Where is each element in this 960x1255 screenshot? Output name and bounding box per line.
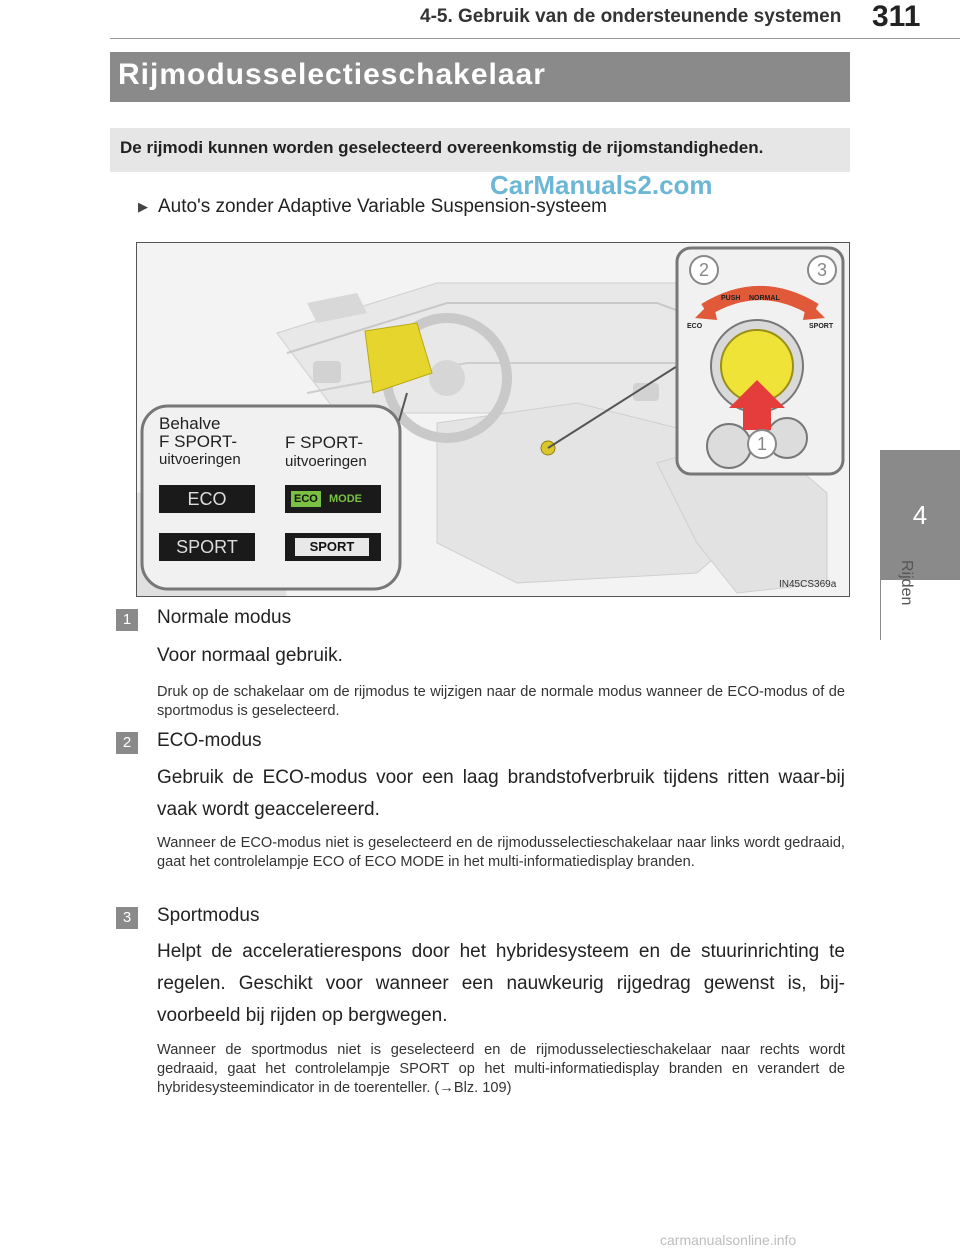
callout-1: 1 (747, 429, 777, 459)
sport-fsport-indicator (285, 533, 381, 561)
item-3-note: Wanneer de sportmodus niet is geselecteerd en de rijmodusselectieschakelaar naar rechts wordt gedraaid, gaat het controlelampje SPORT op het multi-informatiedisplay branden en verandert de hybridesysteemindicator in de toerenteller. (→Blz. 109) (157, 1042, 845, 1096)
sport-badge: SPORT (295, 538, 369, 556)
dial-eco-label: ECO (687, 323, 703, 330)
chapter-tab-line (880, 580, 881, 640)
dial-sport-label: SPORT (809, 323, 834, 330)
eco-badge: ECO (291, 491, 321, 507)
item-2-body: Gebruik de ECO-modus voor een laag brandstofverbruik tijdens ritten waar-bij vaak wordt geaccelereerd. (157, 767, 845, 820)
callout-3: 3 (807, 255, 837, 285)
item-2-note: Wanneer de ECO-modus niet is geselecteerd en de rijmodusselectieschakelaar naar links wordt gedraaid, gaat het controlelampje ECO of ECO MODE in het multi-informatiedisplay branden. (157, 835, 845, 870)
item-3-title: Sportmodus (157, 905, 260, 926)
callout-left-line2: F SPORT- (159, 432, 238, 451)
intro-text: De rijmodi kunnen worden geselecteerd overeenkomstig de rijomstandigheden. (120, 138, 764, 157)
callout-2: 2 (689, 255, 719, 285)
page-title: Rijmodusselectieschakelaar (118, 58, 546, 91)
sport-indicator: SPORT (159, 533, 255, 561)
dial-normal-label: NORMAL (749, 295, 780, 302)
item-1-note: Druk op de schakelaar om de rijmodus te wijzigen naar de normale modus wanneer de ECO-modus of de sportmodus is geselecteerd. (157, 684, 845, 719)
callout-non-fsport-label (159, 415, 241, 469)
callout-left-line1: Behalve (159, 414, 221, 433)
bullet-icon: ▶ (138, 199, 148, 214)
watermark: CarManuals2.com (490, 170, 713, 200)
figure-code: IN45CS369a (779, 579, 837, 590)
illustration (136, 242, 850, 597)
item-1-number: 1 (116, 609, 138, 631)
callout-fsport-label (285, 433, 367, 471)
footer-watermark: carmanualsonline.info (660, 1232, 797, 1248)
callout-right-line1: F SPORT- (285, 433, 364, 452)
item-1-body: Voor normaal gebruik. (157, 645, 343, 666)
item-1-title: Normale modus (157, 607, 292, 628)
header-divider (110, 38, 960, 39)
header-section-title: 4-5. Gebruik van de ondersteunende systemen (420, 6, 842, 27)
page-number: 311 (872, 0, 921, 33)
bullet-text: Auto's zonder Adaptive Variable Suspension-systeem (158, 196, 607, 217)
mode-text: MODE (329, 493, 362, 505)
item-2-number: 2 (116, 732, 138, 754)
eco-mode-indicator (285, 485, 381, 513)
item-3-body: Helpt de acceleratierespons door het hybridesysteem en de stuurinrichting te regelen. Geschikt voor wanneer een nauwkeurig rijgedrag gewenst is, bij-voorbeeld bij rijden op bergwegen. (157, 941, 845, 1026)
eco-indicator: ECO (159, 485, 255, 513)
dial-push-label: PUSH (721, 295, 741, 302)
item-3-number: 3 (116, 907, 138, 929)
chapter-tab: 4 (880, 450, 960, 580)
chapter-label: Rijden (898, 560, 915, 606)
callout-left-line3: uitvoeringen (159, 451, 241, 468)
item-2-title: ECO-modus (157, 730, 262, 751)
callout-right-line2: uitvoeringen (285, 453, 367, 470)
